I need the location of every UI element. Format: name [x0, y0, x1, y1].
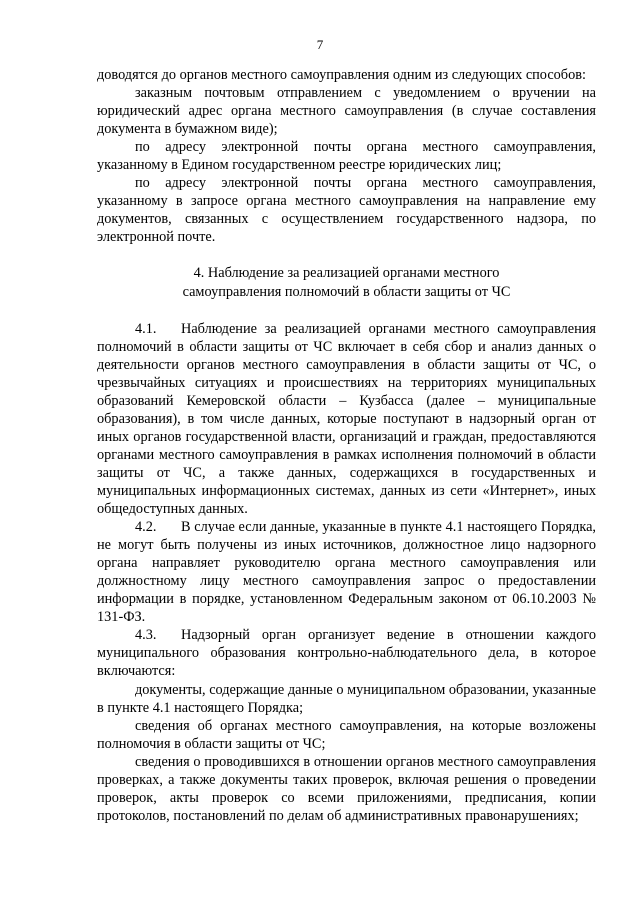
- case-file-item-authorities: сведения об органах местного самоуправления, на которые возложены полномочия в области защиты от ЧС;: [97, 717, 596, 752]
- section-heading-line-2: самоуправления полномочий в области защиты от ЧС: [182, 283, 511, 300]
- page-number: 7: [316, 37, 324, 52]
- case-file-item-documents: документы, содержащие данные о муниципальном образовании, указанные в пункте 4.1 настоящего Порядка;: [97, 681, 596, 716]
- clause-4-1-text: Наблюдение за реализацией органами местного самоуправления полномочий в области защиты от ЧС включает в себя сбор и анализ данных о деятельности органов местного самоуправления в области защиты от ЧС, о чрезвычайных ситуациях и происшествиях на территориях муниципальных образований Кемеровской области – Кузбасса (далее – муниципальные образования), в том числе данных, которые поступают в надзорный орган от иных органов государственной власти, организаций и граждан, предоставляются органами местного самоуправления в рамках исполнения полномочий в области защиты от ЧС, а также данных, содержащихся в государственных и муниципальных информационных системах, данных из сети «Интернет», иных общедоступных данных.: [97, 320, 596, 518]
- clause-4-3-number: 4.3.: [135, 627, 157, 644]
- clause-4-1-number: 4.1.: [135, 320, 157, 337]
- section-heading-line-1: 4. Наблюдение за реализацией органами местного: [193, 265, 500, 282]
- section-heading: [97, 246, 596, 319]
- clause-4-1: [97, 320, 596, 519]
- case-file-item-inspections: сведения о проводившихся в отношении органов местного самоуправления проверках, а также документы таких проверок, включая решения о проведении проверок, акты проверок со всеми приложениями, предписания, копии протоколов, постановлений по делам об административных правонарушениях;: [97, 753, 596, 824]
- clause-4-2-number: 4.2.: [135, 519, 157, 536]
- clause-4-3-text: Надзорный орган организует ведение в отношении каждого муниципального образования контрольно-наблюдательного дела, в которое включаются:: [97, 627, 596, 680]
- clause-4-3: [97, 626, 596, 680]
- clause-4-2-text: В случае если данные, указанные в пункте 4.1 настоящего Порядка, не могут быть получены из иных источников, должностное лицо надзорного органа направляет руководителю органа местного самоуправления или должностному лицу местного самоуправления запрос о предоставлении информации в порядке, установленном Федеральным законом от 06.10.2003 № 131-ФЗ.: [97, 519, 596, 626]
- delivery-method-request-email: по адресу электронной почты органа местного самоуправления, указанному в запросе органа местного самоуправления на направление ему документов, связанных с осуществлением государственного надзора, по электронной почте.: [97, 175, 596, 246]
- delivery-method-registered-mail: заказным почтовым отправлением с уведомлением о вручении на юридический адрес органа местного самоуправления (в случае составления документа в бумажном виде);: [97, 85, 596, 138]
- intro-paragraph: доводятся до органов местного самоуправления одним из следующих способов:: [97, 67, 586, 83]
- clause-4-2: [97, 518, 596, 626]
- document-body: [97, 66, 596, 825]
- delivery-method-egrul-email: по адресу электронной почты органа местного самоуправления, указанному в Едином государственном реестре юридических лиц;: [97, 139, 596, 174]
